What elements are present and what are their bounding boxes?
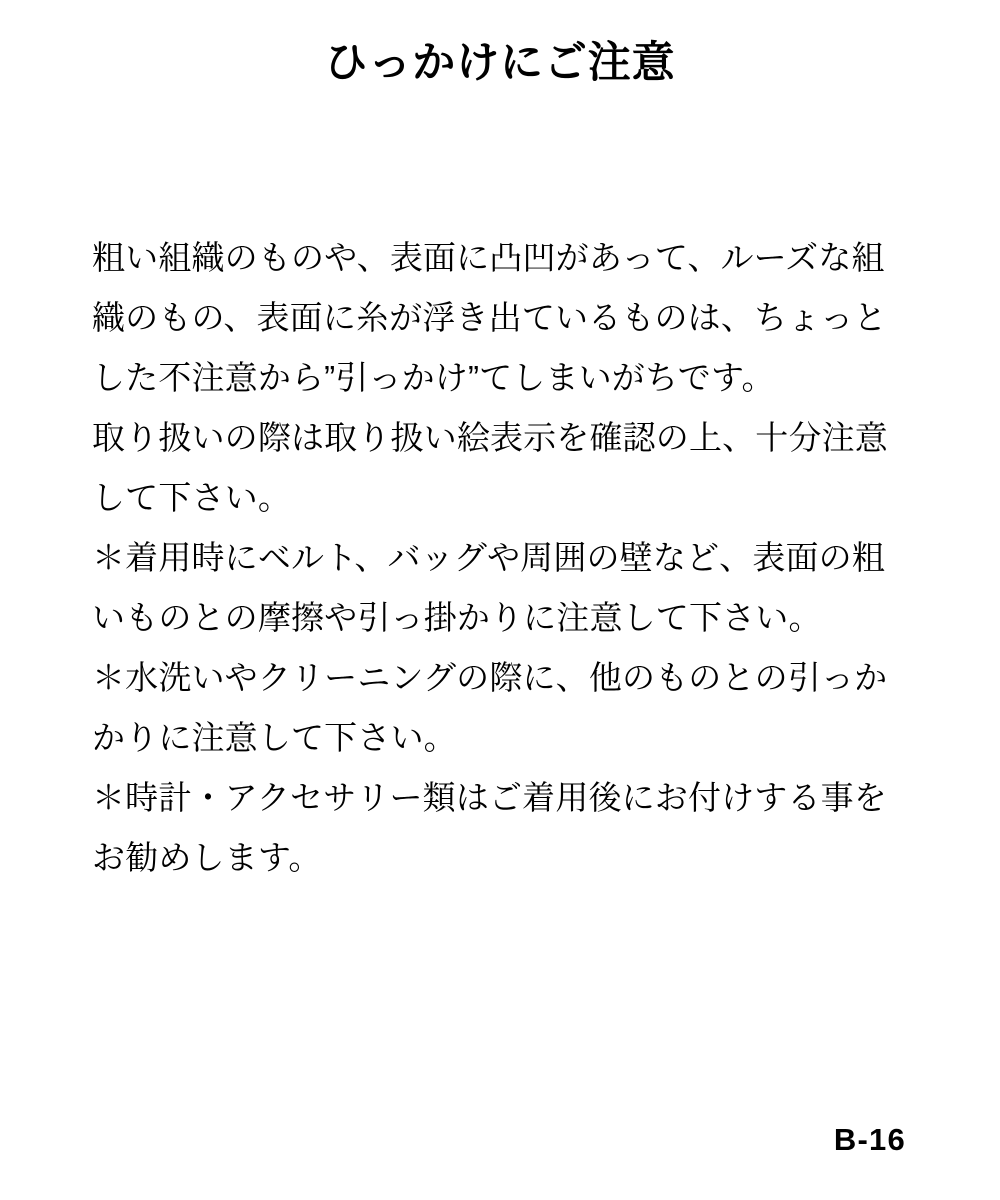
- paragraph-5: ＊時計・アクセサリー類はご着用後にお付けする事をお勧めします。: [92, 779, 887, 877]
- page-code: B-16: [833, 1122, 906, 1157]
- body-text-block: [92, 228, 908, 889]
- paragraph-1: 粗い組織のものや、表面に凸凹があって、ルーズな組織のもの、表面に糸が浮き出ているものは、ちょっとした不注意から”引っかけ”てしまいがちです。: [92, 239, 887, 397]
- paragraph-4: ＊水洗いやクリーニングの際に、他のものとの引っかかりに注意して下さい。: [92, 659, 888, 757]
- page-title: ひっかけにご注意: [324, 39, 676, 87]
- paragraph-2: 取り扱いの際は取り扱い絵表示を確認の上、十分注意して下さい。: [92, 419, 888, 517]
- paragraph-3: ＊着用時にベルト、バッグや周囲の壁など、表面の粗いものとの摩擦や引っ掛かりに注意して下さい。: [92, 539, 885, 637]
